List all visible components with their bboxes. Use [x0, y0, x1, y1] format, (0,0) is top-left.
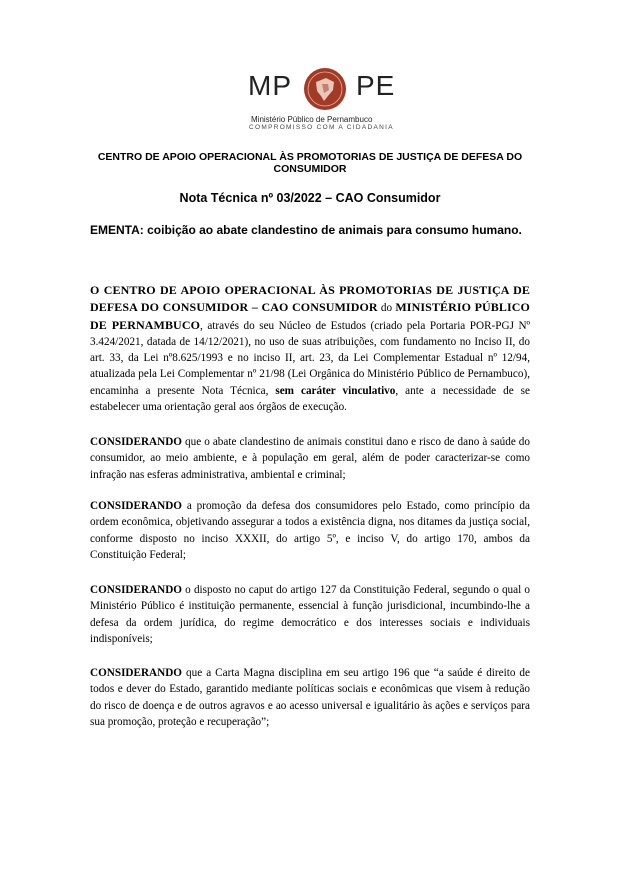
intro-bold-mppe: MINISTÉRIO PÚBLICO DE PERNAMBUCO	[90, 300, 530, 332]
intro-bold-vinculativo: sem caráter vinculativo	[275, 384, 396, 397]
considerando-paragraph	[90, 582, 530, 647]
considerando-paragraph	[90, 665, 530, 730]
logo-tagline: COMPROMISSO COM A CIDADANIA	[249, 124, 394, 131]
intro-text-3: , ante a necessidade de se estabelecer uma orientação geral aos órgãos de execução.	[90, 384, 530, 414]
ementa: EMENTA: coibição ao abate clandestino de animais para consumo humano.	[90, 223, 522, 237]
center-title: CENTRO DE APOIO OPERACIONAL ÀS PROMOTORIAS DE JUSTIÇA DE DEFESA DO CONSUMIDOR	[97, 151, 523, 175]
nota-tecnica-title: Nota Técnica nº 03/2022 – CAO Consumidor	[179, 191, 441, 205]
considerando-lead: CONSIDERANDO	[90, 436, 182, 448]
considerando-text: o disposto no caput do artigo 127 da Constituição Federal, segundo o qual o Ministério Público é instituição permanente, essencial à função jurisdicional, incumbindo-lhe a defesa da ordem jurídica, do regime democrático e dos interesses sociais e individuais indisponíveis;	[90, 584, 530, 645]
seal-icon	[302, 66, 348, 112]
mppe-logo	[248, 66, 408, 132]
considerando-paragraph	[90, 434, 530, 483]
considerando-text: a promoção da defesa dos consumidores pelo Estado, como princípio da ordem econômica, objetivando assegurar a todos a existência digna, nos ditames da justiça social, conforme disposto no inciso XXXII, do artigo 5º, e inciso V, do artigo 170, ambos da Constituição Federal;	[90, 500, 530, 561]
considerando-lead: CONSIDERANDO	[90, 667, 182, 679]
considerando-paragraph	[90, 498, 530, 563]
considerando-lead: CONSIDERANDO	[90, 500, 182, 512]
intro-text-1: do	[377, 302, 396, 315]
logo-text-mp: MP	[248, 70, 292, 101]
intro-bold-center: O CENTRO DE APOIO OPERACIONAL ÀS PROMOTORIAS DE JUSTIÇA DE DEFESA DO CONSUMIDOR – CAO CONSUMIDOR	[90, 283, 530, 315]
logo-institution-name: Ministério Público de Pernambuco	[251, 115, 373, 124]
intro-text-2: , através do seu Núcleo de Estudos (criado pela Portaria POR-PGJ Nº 3.424/2021, datada de 14/12/2021), no uso de suas atribuições, com fundamento no Inciso II, do art. 33, da Lei nº8.625/1993 e no inciso II, art. 23, da Lei Complementar Estadual nº 12/94, atualizada pela Lei Complementar nº 21/98 (Lei Orgânica do Ministério Público de Pernambuco), encaminha a presente Nota Técnica,	[90, 319, 530, 397]
logo-text-pe: PE	[356, 70, 396, 101]
intro-paragraph	[90, 282, 530, 415]
considerando-lead: CONSIDERANDO	[90, 584, 182, 596]
considerando-text: que a Carta Magna disciplina em seu artigo 196 que “a saúde é direito de todos e dever do Estado, garantido mediante políticas sociais e econômicas que visem à redução do risco de doença e de outros agravos e ao acesso universal e igualitário às ações e serviços para sua promoção, proteção e recuperação”;	[90, 667, 530, 728]
considerando-text: que o abate clandestino de animais constitui dano e risco de dano à saúde do consumidor, ao meio ambiente, e à população em geral, além de poder caracterizar-se como infração nas esferas administrativa, ambiental e criminal;	[90, 436, 530, 481]
